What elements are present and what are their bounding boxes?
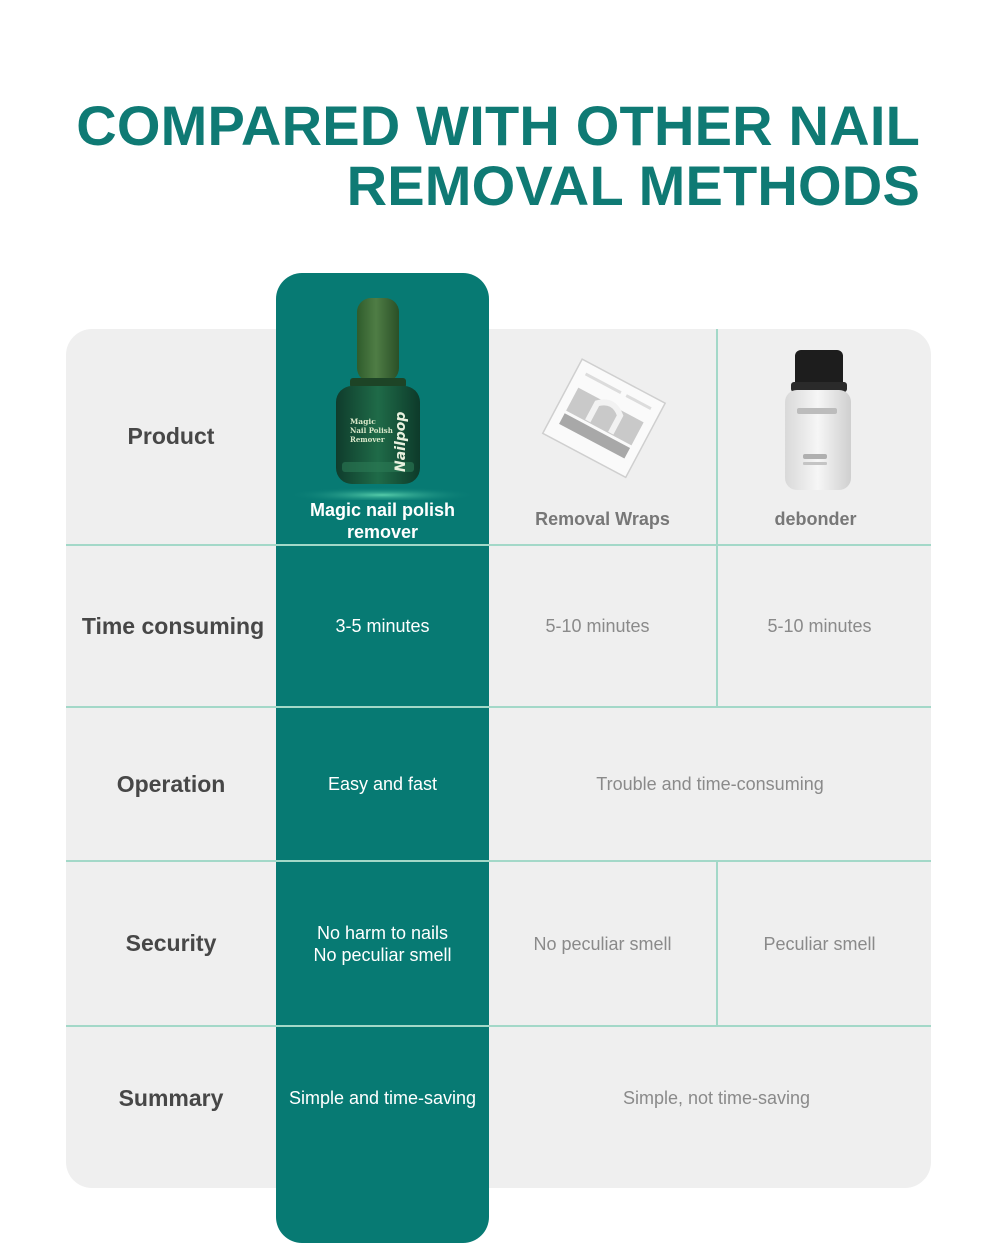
bottle-label-line-1: Magic — [350, 417, 376, 426]
time-wraps: 5-10 minutes — [545, 616, 650, 636]
row-label-product: Product — [127, 423, 215, 449]
page-title — [60, 96, 920, 216]
operation-magic: Easy and fast — [327, 774, 438, 794]
security-magic — [276, 862, 489, 1025]
summary-others: Simple, not time-saving — [622, 1088, 811, 1108]
security-magic-line-2: No peculiar smell — [313, 944, 452, 965]
product-image-wraps — [520, 355, 685, 485]
row-label-summary: Summary — [118, 1084, 224, 1111]
bottle-brand-text: Nailpop — [393, 411, 409, 472]
title-line-1: COMPARED WITH OTHER NAIL — [76, 94, 920, 157]
product-name-magic-line-2: remover — [346, 522, 419, 542]
product-name-wraps: Removal Wraps — [535, 508, 670, 529]
title-line-2: REMOVAL METHODS — [346, 154, 920, 217]
row-label-security: Security — [125, 930, 217, 956]
security-magic-line-1: No harm to nails — [316, 922, 449, 943]
summary-magic: Simple and time-saving — [288, 1088, 477, 1108]
removal-wraps-icon — [528, 358, 678, 483]
security-debonder: Peculiar smell — [763, 933, 876, 954]
bottle-label-line-3: Remover — [350, 435, 385, 444]
product-name-magic-line-1: Magic nail polish — [309, 500, 456, 520]
row-label-operation: Operation — [116, 770, 226, 797]
time-debonder: 5-10 minutes — [767, 616, 872, 636]
debonder-bottle-icon — [773, 346, 863, 494]
product-image-debonder — [740, 345, 895, 495]
product-image-magic — [276, 290, 489, 500]
security-wraps: No peculiar smell — [533, 933, 672, 954]
bottle-label-line-2: Nail Polish — [350, 426, 393, 435]
product-name-magic — [276, 498, 489, 544]
nail-polish-bottle-icon — [276, 290, 489, 500]
operation-others: Trouble and time-consuming — [596, 774, 824, 794]
time-magic: 3-5 minutes — [335, 616, 430, 636]
row-label-time: Time consuming — [81, 612, 265, 639]
product-name-debonder: debonder — [774, 508, 857, 529]
